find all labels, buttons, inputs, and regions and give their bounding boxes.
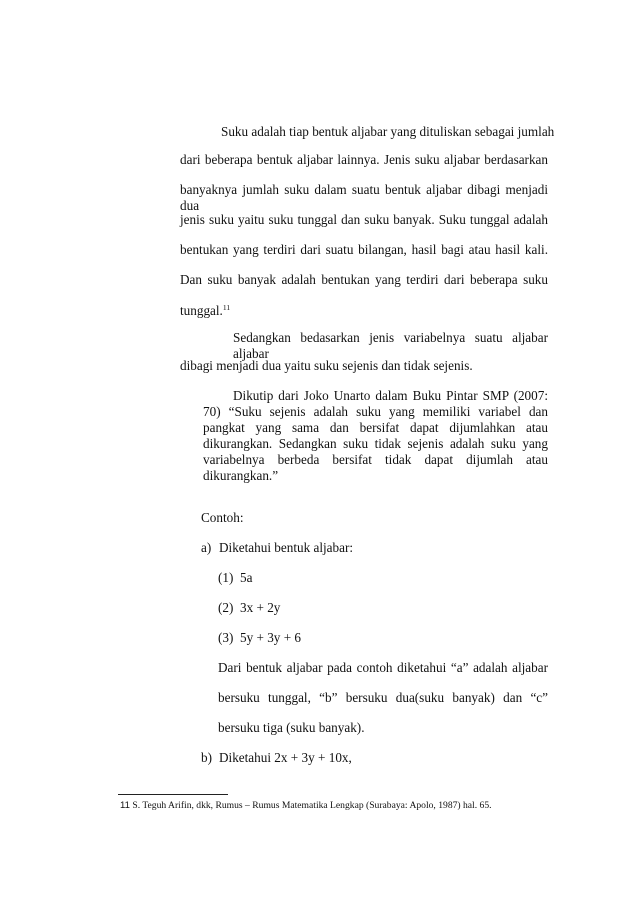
item-b-marker: b) <box>201 750 212 765</box>
contoh-label: Contoh: <box>201 510 244 525</box>
quote-line-5: variabelnya berbeda bersifat tidak dapat dijumlah atau <box>203 452 548 467</box>
paragraph-1-line-1: Suku adalah tiap bentuk aljabar yang dituliskan sebagai jumlah <box>221 124 555 139</box>
paragraph-1-line-2: dari beberapa bentuk aljabar lainnya. Jenis suku aljabar berdasarkan <box>180 152 548 167</box>
item-b-text: Diketahui 2x + 3y + 10x, <box>219 750 352 765</box>
quote-line-1: Dikutip dari Joko Unarto dalam Buku Pintar SMP (2007: <box>233 388 548 403</box>
explanation-line-2: bersuku tunggal, “b” bersuku dua(suku banyak) dan “c” <box>218 690 548 705</box>
footnote-number: 11 <box>120 800 130 811</box>
footnote-reference: 11 <box>222 303 231 312</box>
paragraph-1-line-5: bentukan yang terdiri dari suatu bilangan, hasil bagi atau hasil kali. <box>180 242 548 257</box>
paragraph-1-last-text: tunggal. <box>180 303 223 318</box>
paragraph-1-line-6: Dan suku banyak adalah bentukan yang terdiri dari beberapa suku <box>180 272 548 287</box>
quote-line-6: dikurangkan.” <box>203 468 279 483</box>
paragraph-1-line-7 <box>180 300 230 319</box>
quote-line-2: 70) “Suku sejenis adalah suku yang memiliki variabel dan <box>203 404 548 419</box>
paragraph-2-line-2: dibagi menjadi dua yaitu suku sejenis dan tidak sejenis. <box>180 358 473 373</box>
paragraph-1-line-4: jenis suku yaitu suku tunggal dan suku banyak. Suku tunggal adalah <box>180 212 548 227</box>
quote-line-3: pangkat yang sama dan bersifat dapat dijumlahkan atau <box>203 420 548 435</box>
explanation-line-1: Dari bentuk aljabar pada contoh diketahui “a” adalah aljabar <box>218 660 548 675</box>
sub-item-1-text: 5a <box>240 570 253 585</box>
item-a-marker: a) <box>201 540 212 555</box>
sub-item-2-marker: (2) <box>218 600 234 615</box>
item-a-text: Diketahui bentuk aljabar: <box>219 540 354 555</box>
footnote-divider <box>118 794 228 795</box>
quote-line-4: dikurangkan. Sedangkan suku tidak sejenis adalah suku yang <box>203 436 548 451</box>
sub-item-2-text: 3x + 2y <box>240 600 281 615</box>
sub-item-3-text: 5y + 3y + 6 <box>240 630 302 645</box>
paragraph-2-line-1: Sedangkan bedasarkan jenis variabelnya suatu aljabar aljabar <box>233 330 548 361</box>
paragraph-1-line-3: banyaknya jumlah suku dalam suatu bentuk aljabar dibagi menjadi dua <box>180 182 548 213</box>
explanation-line-3: bersuku tiga (suku banyak). <box>218 720 365 735</box>
sub-item-3-marker: (3) <box>218 630 234 645</box>
sub-item-1-marker: (1) <box>218 570 234 585</box>
footnote <box>120 800 492 812</box>
footnote-text: S. Teguh Arifin, dkk, Rumus – Rumus Matematika Lengkap (Surabaya: Apolo, 1987) hal. 65. <box>132 800 492 811</box>
